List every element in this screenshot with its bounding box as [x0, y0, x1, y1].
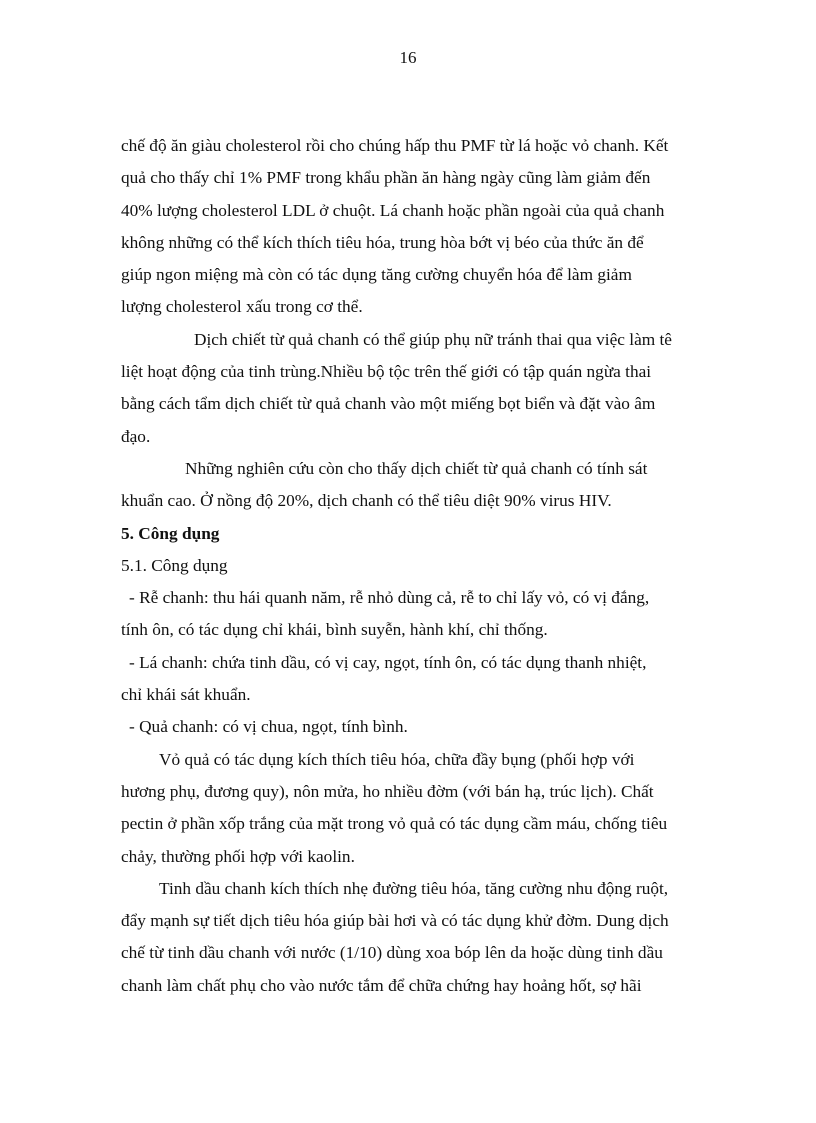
- text-line: giúp ngon miệng mà còn có tác dụng tăng cường chuyển hóa để làm giảm: [121, 265, 632, 285]
- subsection-heading: 5.1. Công dụng: [121, 555, 228, 575]
- paragraph-pmf-cholesterol: [121, 130, 725, 324]
- text-line: Vỏ quả có tác dụng kích thích tiêu hóa, chữa đầy bụng (phối hợp với: [159, 749, 635, 769]
- list-item: - Lá chanh: chứa tinh dầu, có vị cay, ngọt, tính ôn, có tác dụng thanh nhiệt,: [129, 652, 647, 672]
- paragraph-antibacterial: [121, 453, 725, 518]
- text-line: bằng cách tẩm dịch chiết từ quả chanh vào một miếng bọt biển và đặt vào âm: [121, 394, 656, 414]
- list-item: - Rễ chanh: thu hái quanh năm, rễ nhỏ dùng cả, rễ to chỉ lấy vỏ, có vị đắng,: [129, 588, 650, 608]
- paragraph-essential-oil: [121, 873, 725, 1002]
- list-item-continuation: tính ôn, có tác dụng chỉ khái, bình suyễn, hành khí, chỉ thống.: [121, 620, 548, 640]
- text-line: lượng cholesterol xấu trong cơ thể.: [121, 297, 363, 317]
- uses-list: [121, 582, 725, 743]
- text-line: chế độ ăn giàu cholesterol rồi cho chúng hấp thu PMF từ lá hoặc vỏ chanh. Kết: [121, 136, 669, 155]
- text-line: quả cho thấy chỉ 1% PMF trong khẩu phần ăn hàng ngày cũng làm giảm đến: [121, 168, 651, 188]
- list-item: - Quả chanh: có vị chua, ngọt, tính bình.: [129, 717, 408, 737]
- text-line: Tinh dầu chanh kích thích nhẹ đường tiêu hóa, tăng cường nhu động ruột,: [159, 878, 669, 898]
- page-number: 16: [399, 48, 417, 67]
- text-line: chế từ tinh dầu chanh với nước (1/10) dùng xoa bóp lên da hoặc dùng tinh dầu: [121, 943, 663, 963]
- text-line: Những nghiên cứu còn cho thấy dịch chiết từ quả chanh có tính sát: [185, 458, 648, 478]
- text-line: không những có thể kích thích tiêu hóa, trung hòa bớt vị béo của thức ăn để: [121, 232, 644, 252]
- section-heading: 5. Công dụng: [121, 523, 220, 543]
- text-line: đẩy mạnh sự tiết dịch tiêu hóa giúp bài hơi và có tác dụng khử đờm. Dung dịch: [121, 911, 669, 931]
- text-line: 40% lượng cholesterol LDL ở chuột. Lá chanh hoặc phần ngoài của quả chanh: [121, 200, 665, 220]
- text-line: đạo.: [121, 426, 151, 446]
- text-line: pectin ở phần xốp trắng của mặt trong vỏ quả có tác dụng cầm máu, chống tiêu: [121, 814, 668, 834]
- text-line: khuẩn cao. Ở nồng độ 20%, dịch chanh có thể tiêu diệt 90% virus HIV.: [121, 491, 612, 511]
- text-line: hương phụ, đương quy), nôn mửa, ho nhiều đờm (với bán hạ, trúc lịch). Chất: [121, 781, 654, 801]
- document-body: [121, 130, 725, 1002]
- text-line: chảy, thường phối hợp với kaolin.: [121, 846, 355, 866]
- text-line: chanh làm chất phụ cho vào nước tắm để chữa chứng hay hoảng hốt, sợ hãi: [121, 975, 642, 995]
- paragraph-peel-uses: [121, 744, 725, 873]
- text-line: Dịch chiết từ quả chanh có thể giúp phụ nữ tránh thai qua việc làm tê: [194, 329, 672, 349]
- text-line: liệt hoạt động của tinh trùng.Nhiều bộ tộc trên thế giới có tập quán ngừa thai: [121, 362, 652, 382]
- list-item-continuation: chỉ khái sát khuẩn.: [121, 685, 251, 705]
- paragraph-contraception: [121, 324, 725, 453]
